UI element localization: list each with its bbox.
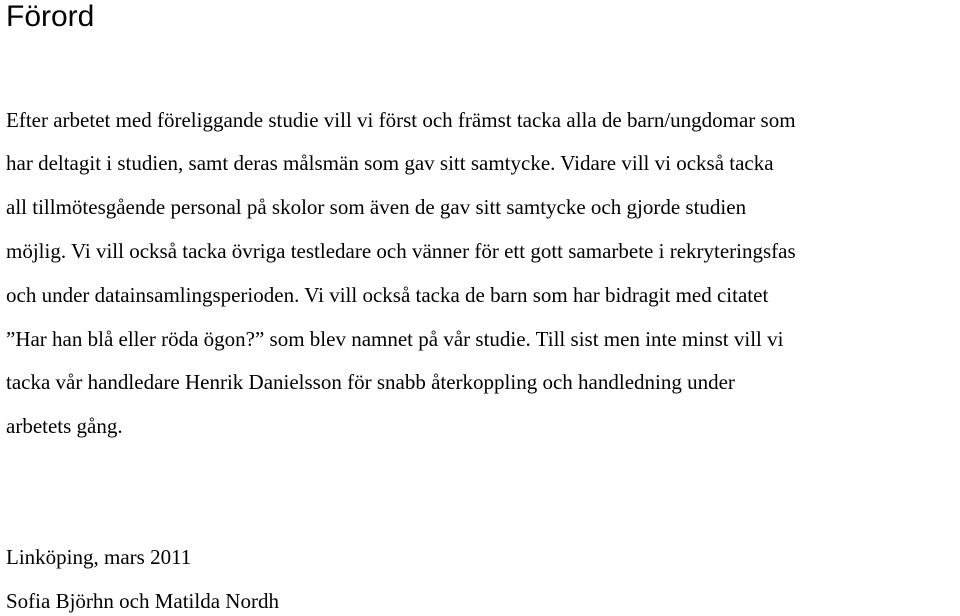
paragraph-line: och under datainsamlingsperioden. Vi vill också tacka de barn som har bidragit med citatet	[6, 283, 769, 307]
paragraph-line: tacka vår handledare Henrik Danielsson för snabb återkoppling och handledning under	[6, 370, 735, 394]
signature-place-date: Linköping, mars 2011	[6, 545, 192, 569]
paragraph-line: Efter arbetet med föreliggande studie vill vi först och främst tacka alla de barn/ungdomar som	[6, 108, 796, 132]
paragraph-line: arbetets gång.	[6, 414, 123, 438]
paragraph-line: all tillmötesgående personal på skolor som även de gav sitt samtycke och gjorde studien	[6, 195, 747, 219]
page-title: Förord	[6, 0, 95, 33]
paragraph-line: ”Har han blå eller röda ögon?” som blev namnet på vår studie. Till sist men inte minst vill vi	[6, 327, 784, 351]
paragraph-line: har deltagit i studien, samt deras målsmän som gav sitt samtycke. Vidare vill vi också tacka	[6, 151, 774, 175]
paragraph-line: möjlig. Vi vill också tacka övriga testledare och vänner för ett gott samarbete i rekryteringsfas	[6, 239, 796, 263]
signature-authors: Sofia Björhn och Matilda Nordh	[6, 589, 279, 613]
